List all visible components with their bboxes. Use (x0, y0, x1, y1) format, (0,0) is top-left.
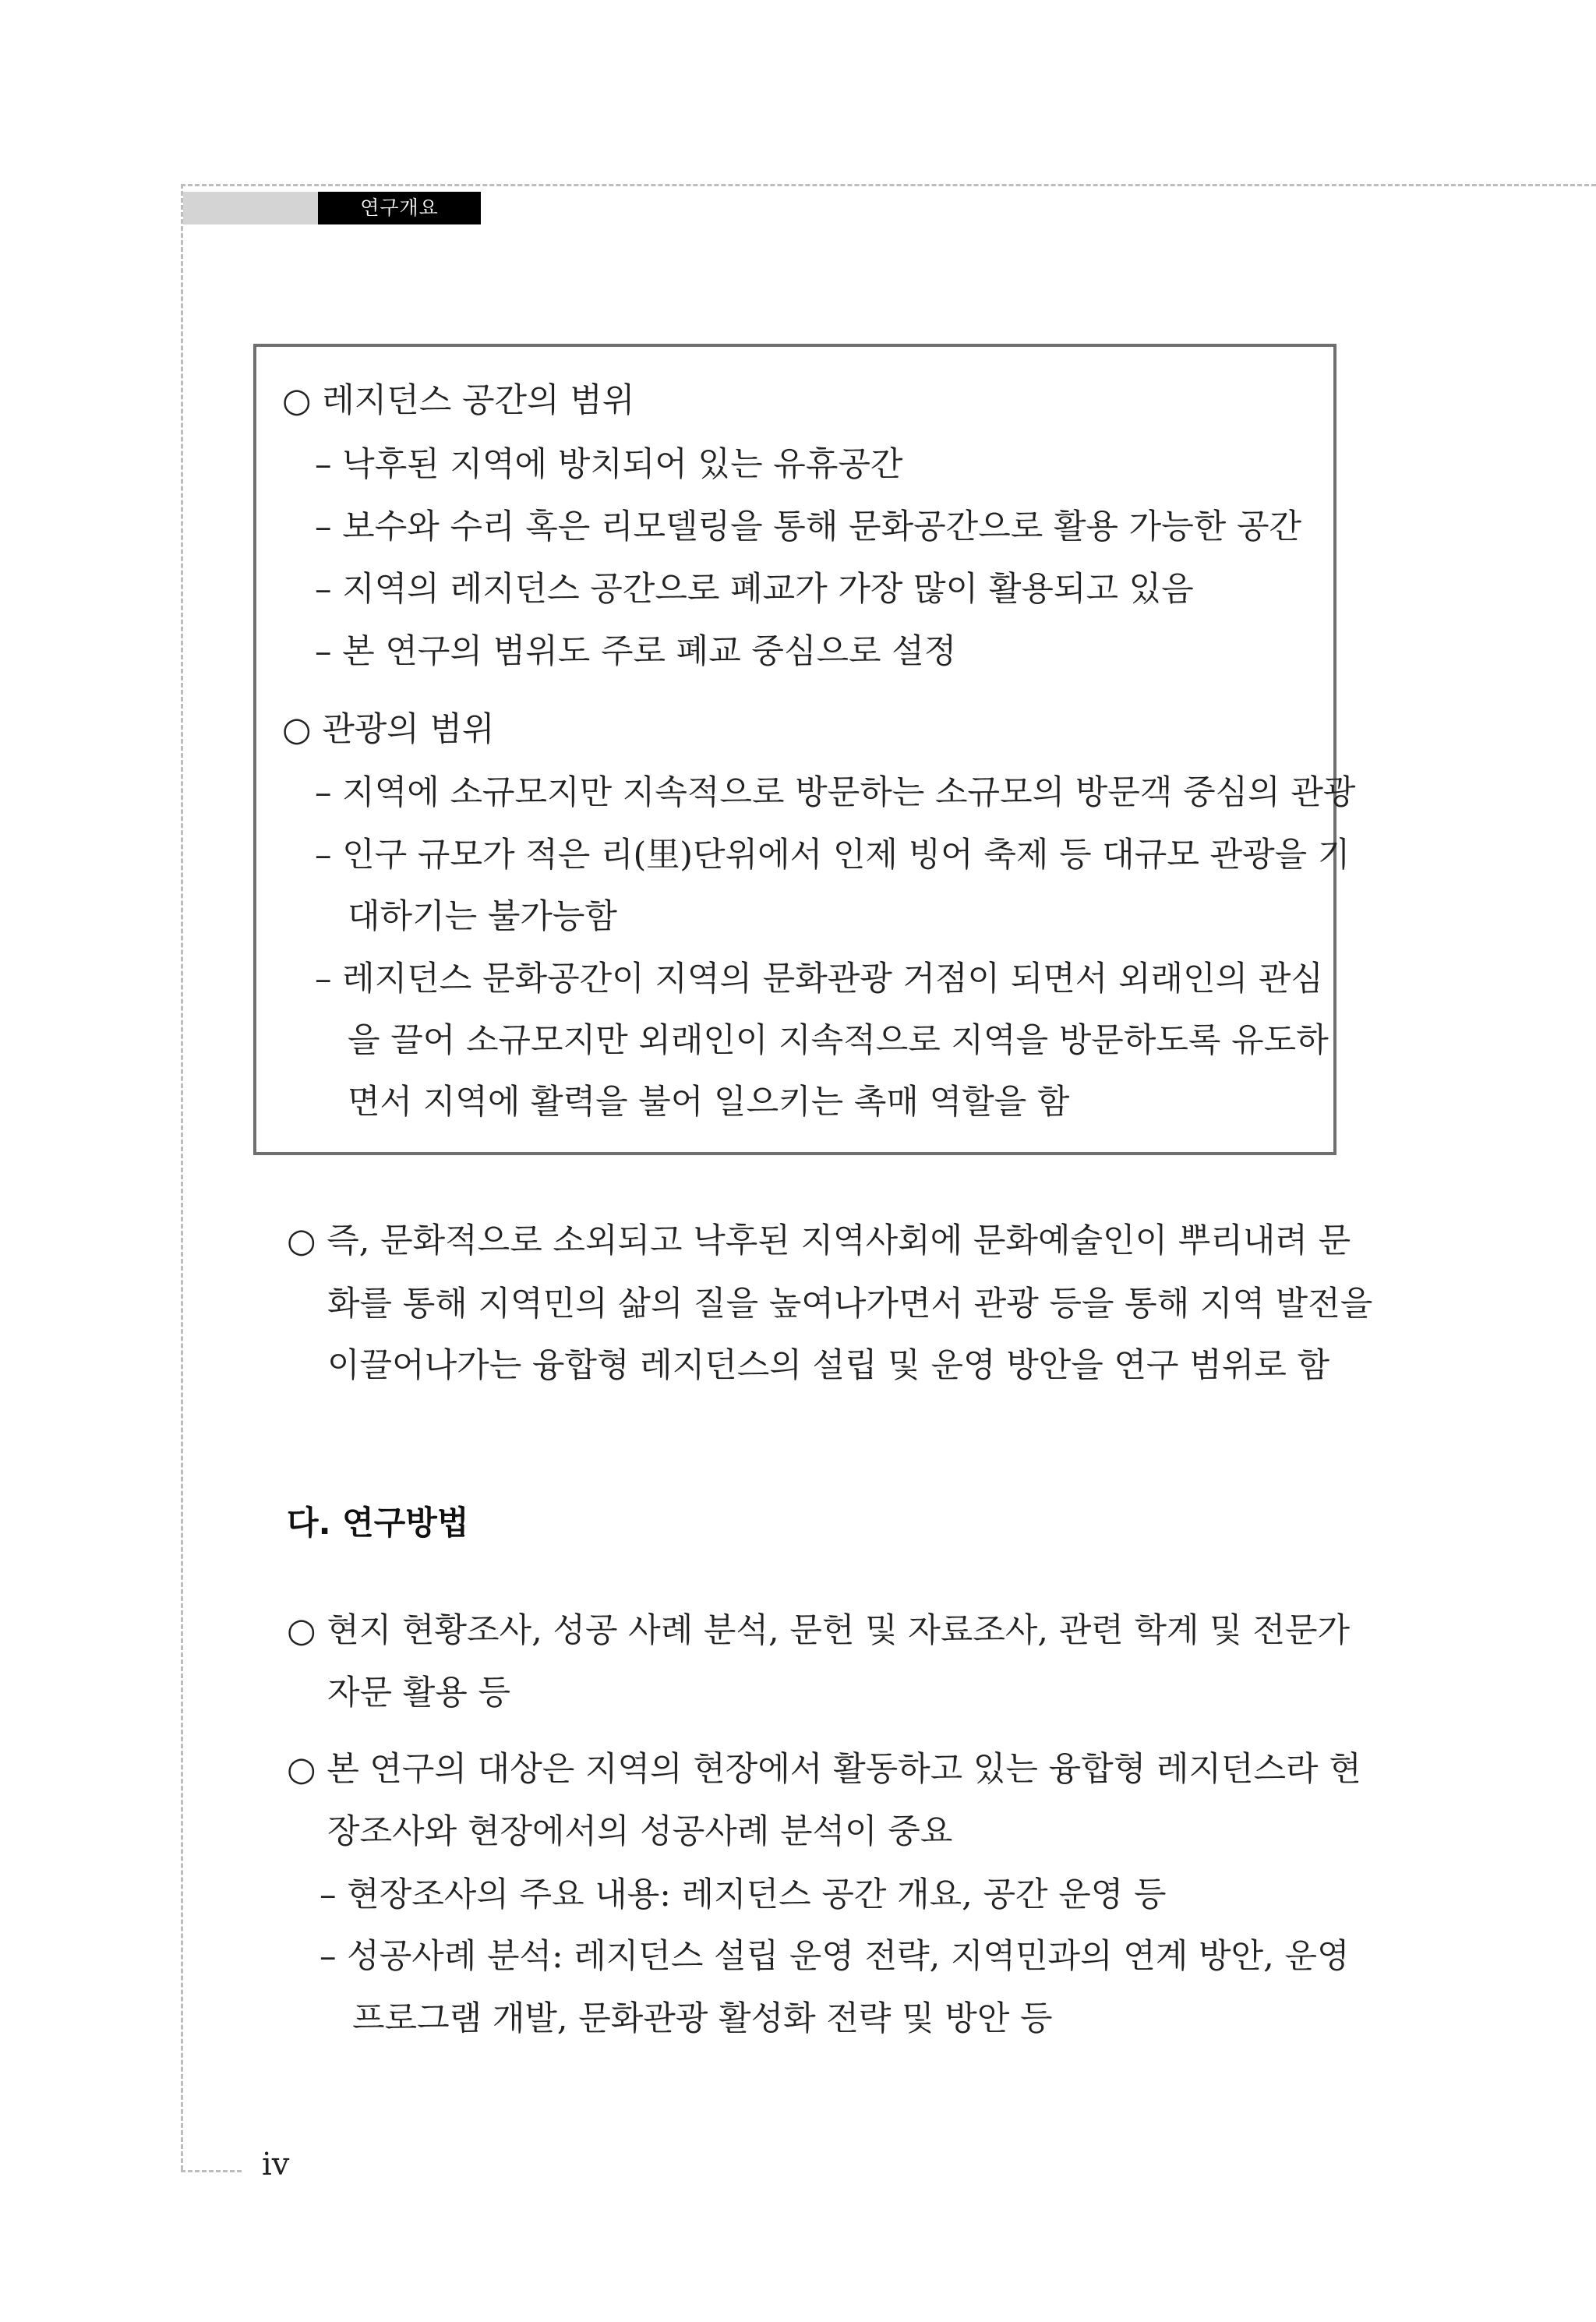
methods-sub-item: – 현장조사의 주요 내용: 레지던스 공간 개요, 공간 운영 등 (320, 1875, 1167, 1914)
tourism-scope-item: – 인구 규모가 적은 리(里)단위에서 인제 빙어 축제 등 대규모 관광을 기 (315, 836, 1351, 875)
scope-summary-line: ○ 즉, 문화적으로 소외되고 낙후된 지역사회에 문화예술인이 뿌리내려 문 (287, 1221, 1351, 1260)
tourism-scope-title: ○ 관광의 범위 (282, 710, 495, 749)
tourism-scope-item-continuation: 면서 지역에 활력을 불어 일으키는 촉매 역할을 함 (348, 1083, 1070, 1122)
scope-summary-line: 이끌어나가는 융합형 레지던스의 설립 및 운영 방안을 연구 범위로 함 (327, 1346, 1330, 1385)
section-header-label: 연구개요 (318, 192, 481, 224)
tourism-scope-item: – 지역에 소규모지만 지속적으로 방문하는 소규모의 방문객 중심의 관광 (315, 773, 1356, 812)
page-frame-left-border (181, 184, 183, 2170)
methods-bullet: ○ 본 연구의 대상은 지역의 현장에서 활동하고 있는 융합형 레지던스라 현 (287, 1750, 1361, 1789)
residence-space-item: – 낙후된 지역에 방치되어 있는 유휴공간 (315, 445, 903, 484)
residence-space-item: – 보수와 수리 혹은 리모델링을 통해 문화공간으로 활용 가능한 공간 (315, 507, 1302, 546)
scope-summary-line: 화를 통해 지역민의 삶의 질을 높여나가면서 관광 등을 통해 지역 발전을 (327, 1285, 1373, 1324)
tourism-scope-item: – 레지던스 문화공간이 지역의 문화관광 거점이 되면서 외래인의 관심 (315, 960, 1323, 998)
methods-bullet-continuation: 장조사와 현장에서의 성공사례 분석이 중요 (327, 1812, 953, 1851)
page-frame-bottom-border (181, 2170, 242, 2172)
page-frame-top-border (181, 184, 1596, 186)
residence-space-item: – 지역의 레지던스 공간으로 폐교가 가장 많이 활용되고 있음 (315, 570, 1194, 609)
residence-space-item: – 본 연구의 범위도 주로 폐교 중심으로 설정 (315, 632, 957, 671)
methods-bullet: ○ 현지 현황조사, 성공 사례 분석, 문헌 및 자료조사, 관련 학계 및 전문가 (287, 1611, 1351, 1650)
tourism-scope-item-continuation: 을 끌어 소규모지만 외래인이 지속적으로 지역을 방문하도록 유도하 (348, 1021, 1329, 1060)
page-number: iv (262, 2147, 290, 2182)
residence-space-scope-title: ○ 레지던스 공간의 범위 (282, 381, 635, 420)
methods-heading: 다. 연구방법 (287, 1504, 469, 1542)
methods-sub-item-continuation: 프로그램 개발, 문화관광 활성화 전략 및 방안 등 (352, 1999, 1053, 2038)
methods-sub-item: – 성공사례 분석: 레지던스 설립 운영 전략, 지역민과의 연계 방안, 운영 (320, 1937, 1350, 1976)
methods-bullet-continuation: 자문 활용 등 (327, 1673, 511, 1712)
tourism-scope-item-continuation: 대하기는 불가능함 (348, 897, 617, 936)
